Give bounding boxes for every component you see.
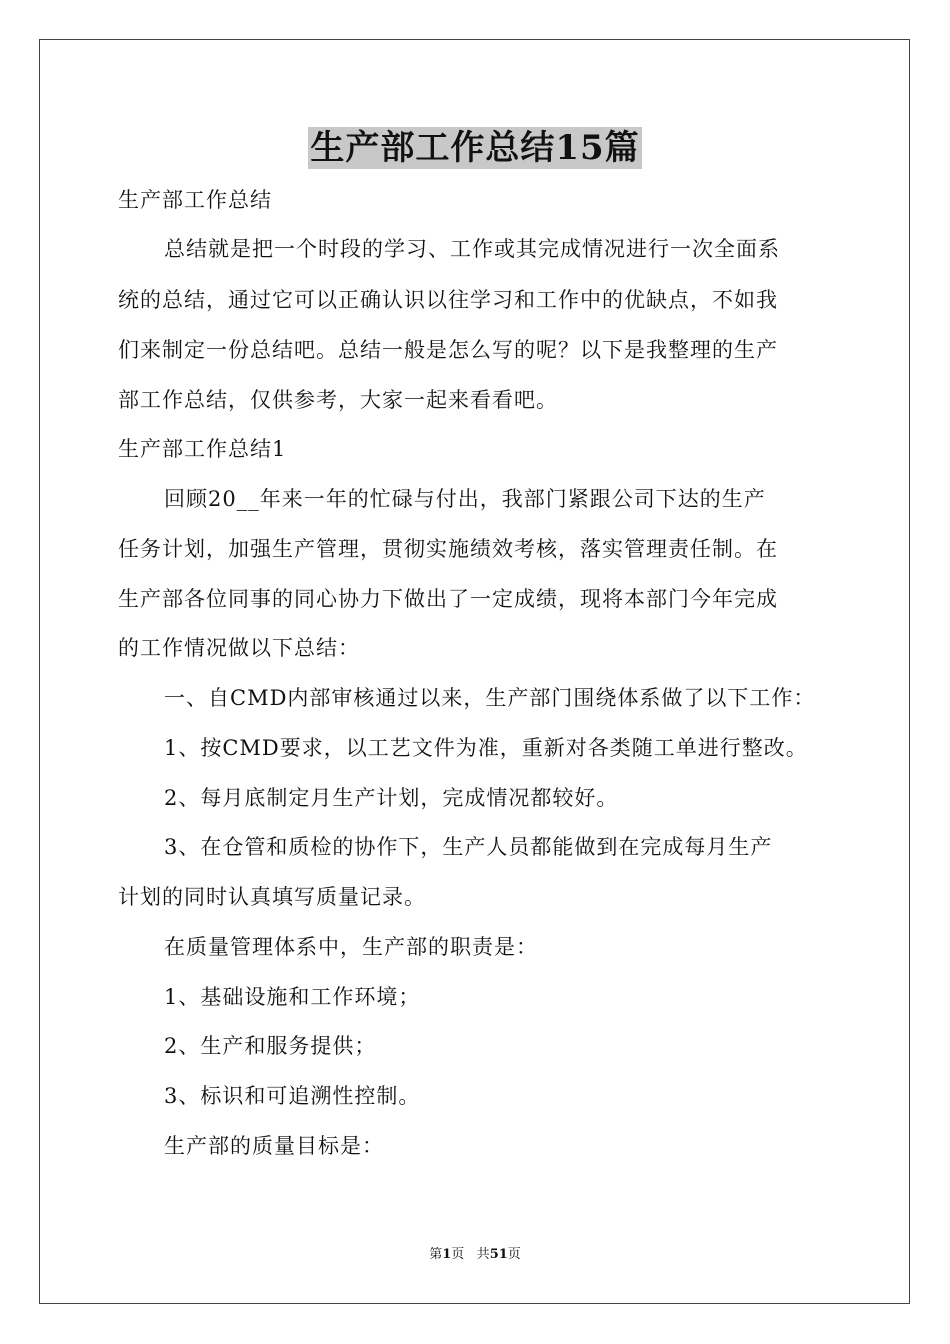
- list-item: 3、标识和可追溯性控制。: [164, 1084, 421, 1108]
- list-item: 1、基础设施和工作环境；: [164, 985, 421, 1009]
- paragraph-line: 们来制定一份总结吧。总结一般是怎么写的呢？以下是我整理的生产: [118, 338, 778, 362]
- page-prefix: 第: [429, 1247, 443, 1262]
- document-title: 生产部工作总结15篇: [310, 128, 640, 168]
- total-prefix: 共: [476, 1247, 490, 1262]
- list-item: 2、每月底制定月生产计划，完成情况都较好。: [164, 786, 619, 810]
- page-border: [39, 39, 910, 1304]
- paragraph-line: 部工作总结，仅供参考，大家一起来看看吧。: [118, 388, 558, 412]
- section-heading: 生产部工作总结1: [118, 437, 287, 461]
- paragraph-line: 回顾20__年来一年的忙碌与付出，我部门紧跟公司下达的生产: [164, 487, 766, 511]
- list-item: 1、按CMD要求，以工艺文件为准，重新对各类随工单进行整改。: [164, 736, 808, 760]
- paragraph-line: 在质量管理体系中，生产部的职责是：: [164, 935, 538, 959]
- title-container: [0, 127, 950, 169]
- total-suffix: 页: [507, 1247, 521, 1262]
- page-current: 1: [442, 1247, 452, 1262]
- total-pages: 51: [489, 1247, 508, 1262]
- page-footer: [0, 1246, 950, 1264]
- paragraph-line: 一、自CMD内部审核通过以来，生产部门围绕体系做了以下工作：: [164, 686, 816, 710]
- list-item: 3、在仓管和质检的协作下，生产人员都能做到在完成每月生产: [164, 835, 773, 859]
- paragraph-line: 任务计划，加强生产管理，贯彻实施绩效考核，落实管理责任制。在: [118, 537, 778, 561]
- section-heading: 生产部工作总结: [118, 188, 272, 212]
- paragraph-line: 生产部各位同事的同心协力下做出了一定成绩，现将本部门今年完成: [118, 587, 778, 611]
- paragraph-line: 计划的同时认真填写质量记录。: [118, 885, 426, 909]
- paragraph-line: 生产部的质量目标是：: [164, 1134, 384, 1158]
- list-item: 2、生产和服务提供；: [164, 1034, 377, 1058]
- paragraph-line: 总结就是把一个时段的学习、工作或其完成情况进行一次全面系: [164, 237, 780, 261]
- page-suffix: 页: [451, 1247, 465, 1262]
- paragraph-line: 统的总结，通过它可以正确认识以往学习和工作中的优缺点，不如我: [118, 288, 778, 312]
- paragraph-line: 的工作情况做以下总结：: [118, 636, 360, 660]
